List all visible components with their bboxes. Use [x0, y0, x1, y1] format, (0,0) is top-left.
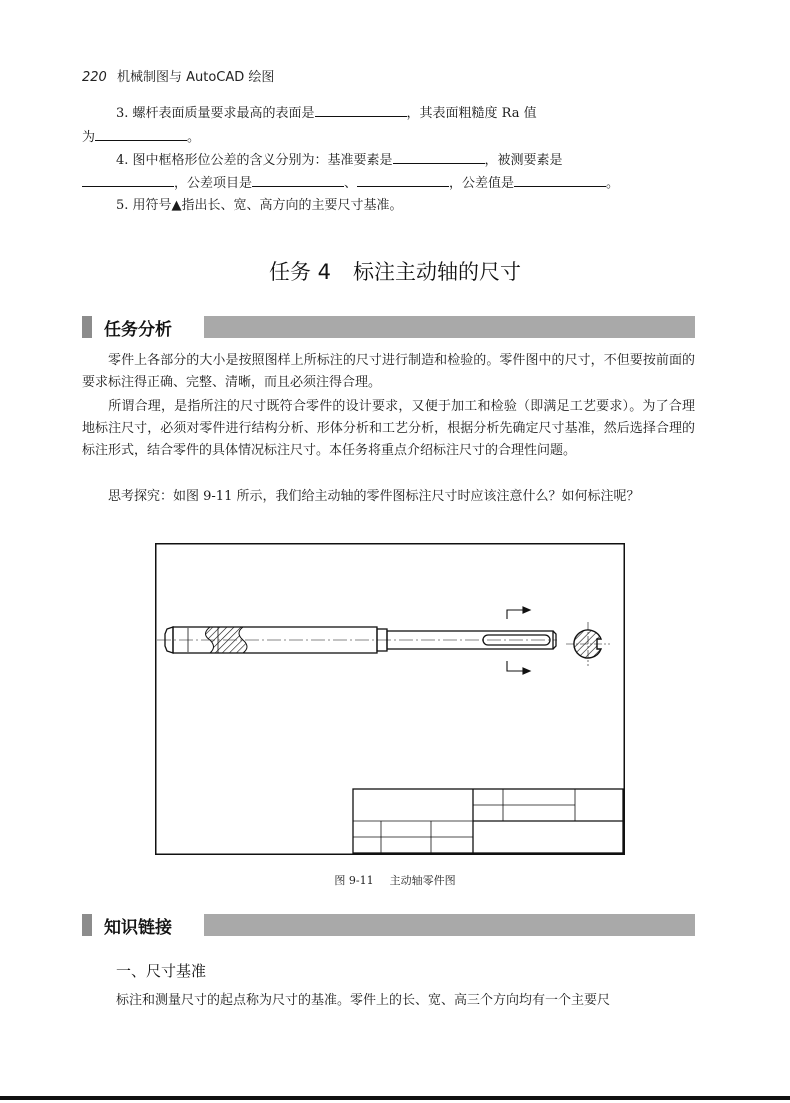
answer-blank: [393, 150, 485, 164]
paragraph-3: 思考探究：如图 9-11 所示，我们给主动轴的零件图标注尺寸时应该注意什么？如何标注呢？: [108, 489, 640, 504]
page-bottom-rule: [0, 1096, 790, 1100]
section-view: [566, 622, 610, 666]
question-3-line2: 为 。: [82, 127, 200, 148]
answer-blank: [315, 103, 407, 117]
figure-caption: [0, 872, 790, 888]
answer-blank: [514, 173, 606, 187]
question-4-line2: ，公差项目是 、 ，公差值是 。: [82, 173, 619, 194]
section-marker: [82, 316, 92, 338]
paragraph-datum-definition: 标注和测量尺寸的起点称为尺寸的基准。零件上的长、宽、高三个方向均有一个主要尺: [116, 993, 611, 1008]
section-heading-task-analysis: [82, 316, 695, 338]
task-name: 标注主动轴的尺寸: [353, 260, 522, 284]
task-number: 任务 4: [268, 260, 332, 284]
section-indicator: [507, 607, 530, 674]
paragraph-2: 所谓合理，是指所注的尺寸既符合零件的设计要求，又便于加工和检验（即满足工艺要求）。为了合理地标注尺寸，必须对零件进行结构分析、形体分析和工艺分析，根据分析先确定尺寸基准，然后选择合理的标注形式，结合零件的具体情况标注尺寸。本任务将重点介绍标注尺寸的合理性问题。: [82, 399, 695, 458]
running-header: [82, 66, 274, 85]
answer-blank: [82, 173, 174, 187]
section-heading-knowledge-link: [82, 914, 695, 936]
book-title: 机械制图与 AutoCAD 绘图: [116, 70, 275, 85]
section-title: 知识链接: [104, 913, 180, 938]
page-number: 220: [82, 70, 107, 85]
title-block: [353, 789, 623, 853]
section-marker: [82, 914, 92, 936]
drawing-frame: [156, 544, 625, 855]
answer-blank: [357, 173, 449, 187]
question-3-line1: 3. 螺杆表面质量要求最高的表面是 ，其表面粗糙度 Ra 值: [116, 103, 537, 124]
section-bar: [204, 316, 695, 338]
question-5: 5. 用符号▲指出长、宽、高方向的主要尺寸基准。: [116, 198, 403, 213]
shaft-view: [157, 627, 557, 653]
question-4-line1: 4. 图中框格形位公差的含义分别为：基准要素是 ，被测要素是: [116, 150, 563, 171]
subheading-dimension-datum: 一、尺寸基准: [116, 962, 207, 980]
answer-blank: [252, 173, 344, 187]
figure-number: 图 9-11: [334, 874, 374, 887]
paragraph-1: 零件上各部分的大小是按照图样上所标注的尺寸进行制造和检验的。零件图中的尺寸，不但要按前面的要求标注得正确、完整、清晰，而且必须注得合理。: [82, 353, 695, 390]
section-title: 任务分析: [104, 315, 180, 340]
figure-title: 主动轴零件图: [389, 874, 456, 887]
shaft-drawing-figure: [155, 543, 625, 855]
answer-blank: [95, 127, 187, 141]
section-bar: [204, 914, 695, 936]
task-title: [0, 256, 790, 286]
